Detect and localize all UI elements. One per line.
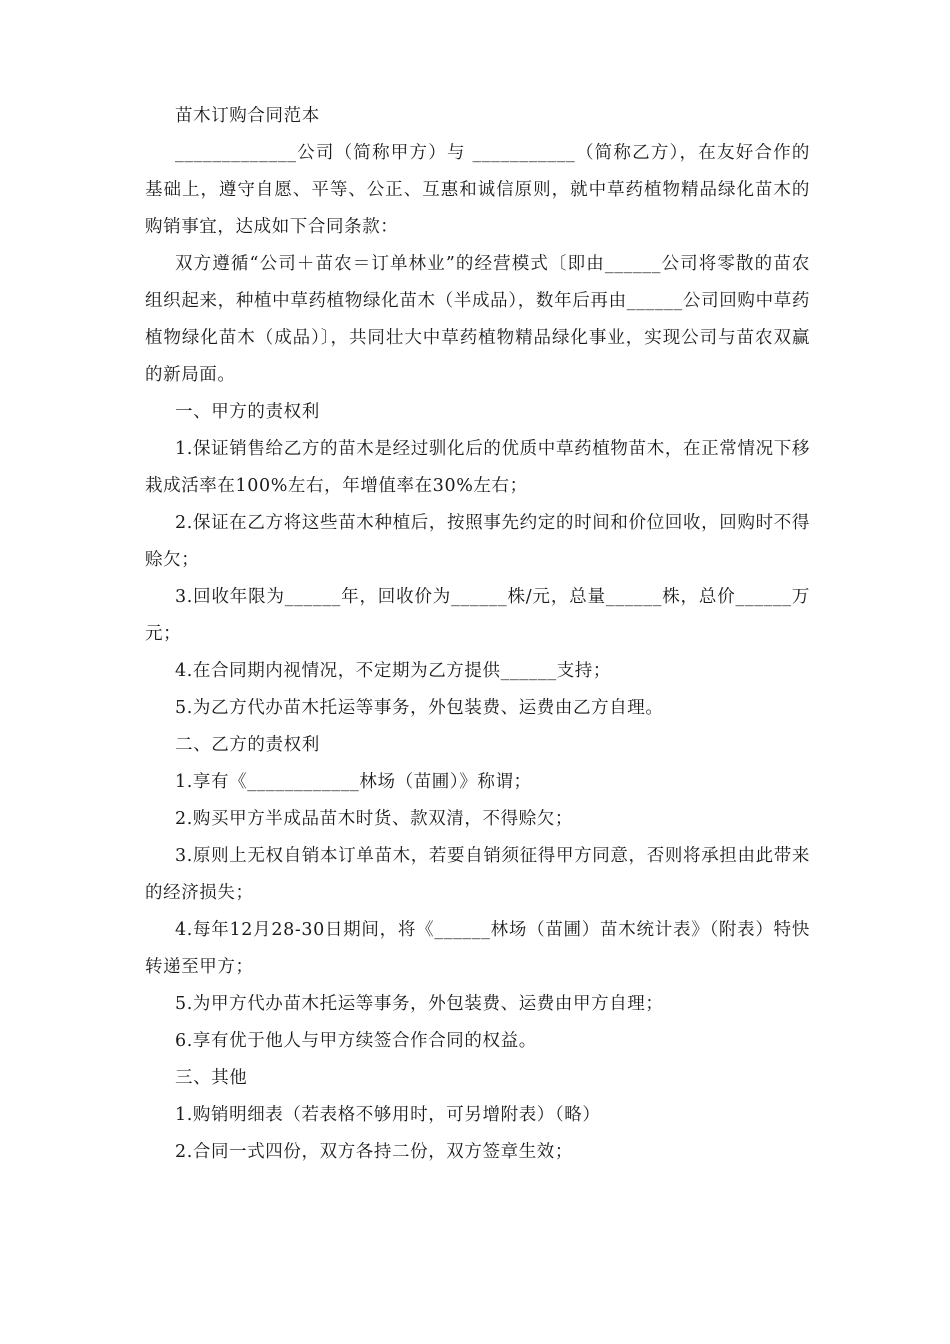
section-heading-other: 三、其他 [175, 1068, 248, 1088]
clause-c2: 2.合同一式四份，双方各持二份，双方签章生效； [175, 1142, 573, 1162]
section-heading-party-a: 一、甲方的责权利 [175, 402, 320, 422]
clause-b6: 6.享有优于他人与甲方续签合作合同的权益。 [175, 1031, 537, 1051]
clause-a4: 4.在合同期内视情况，不定期为乙方提供______支持； [175, 661, 611, 681]
document-title: 苗木订购合同范本 [175, 106, 320, 126]
paragraph-parties: _____________公司（简称甲方）与 ___________（简称乙方），在友好合作的基础上，遵守自愿、平等、公正、互惠和诚信原则，就中草药植物精品绿化苗木的购销事宜，达成如下合同条款： [145, 143, 810, 237]
clause-a1: 1.保证销售给乙方的苗木是经过驯化后的优质中草药植物苗木，在正常情况下移栽成活率在100%左右，年增值率在30%左右； [145, 439, 810, 496]
document-page [145, 98, 810, 1171]
clause-a2: 2.保证在乙方将这些苗木种植后，按照事先约定的时间和价位回收，回购时不得赊欠； [145, 513, 810, 570]
clause-b5: 5.为甲方代办苗木托运等事务，外包装费、运费由甲方自理； [175, 994, 664, 1014]
clause-a5: 5.为乙方代办苗木托运等事务，外包装费、运费由乙方自理。 [175, 698, 664, 718]
clause-b3: 3.原则上无权自销本订单苗木，若要自销须征得甲方同意，否则将承担由此带来的经济损失； [145, 846, 810, 903]
clause-b1: 1.享有《____________林场（苗圃）》称谓； [175, 772, 532, 792]
clause-b4: 4.每年12月28-30日期间，将《______林场（苗圃）苗木统计表》（附表）特快转递至甲方； [145, 920, 810, 977]
paragraph-model: 双方遵循“公司＋苗农＝订单林业”的经营模式〔即由______公司将零散的苗农组织起来，种植中草药植物绿化苗木（半成品），数年后再由______公司回购中草药植物绿化苗木（成品）〕，共同壮大中草药植物精品绿化事业，实现公司与苗农双赢的新局面。 [145, 254, 810, 385]
clause-c1: 1.购销明细表（若表格不够用时，可另增附表）（略） [175, 1105, 601, 1125]
clause-a3: 3.回收年限为______年，回收价为______株/元，总量______株，总价______万元； [145, 587, 810, 644]
section-heading-party-b: 二、乙方的责权利 [175, 735, 320, 755]
clause-b2: 2.购买甲方半成品苗木时货、款双清，不得赊欠； [175, 809, 573, 829]
